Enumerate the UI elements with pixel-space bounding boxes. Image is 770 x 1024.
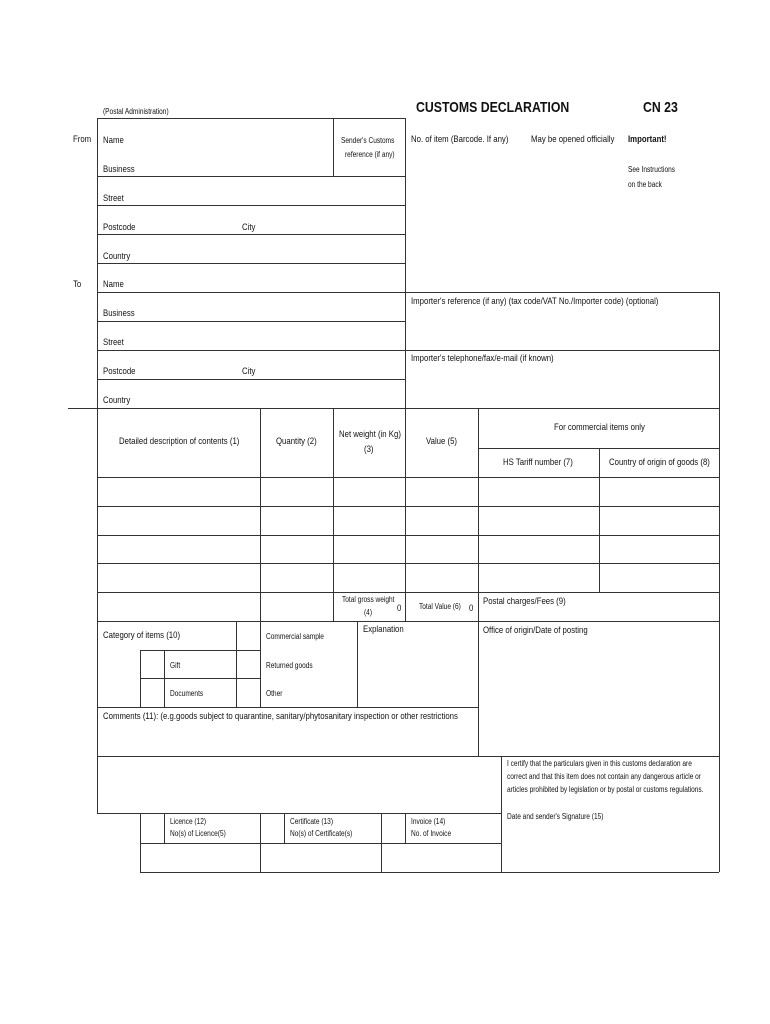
cat-col-3 (357, 621, 358, 707)
returned-goods-label: Returned goods (266, 661, 313, 670)
to-postcode-field[interactable]: Postcode (103, 366, 136, 377)
importer-reference-field[interactable]: Importer's reference (if any) (tax code/VAT No./Importer code) (optional) (411, 296, 659, 307)
commercial-sample-checkbox[interactable] (237, 622, 260, 650)
documents-checkbox[interactable] (141, 679, 164, 707)
docs-left-border-upper (97, 756, 98, 813)
licence-number-label: No(s) of Licence(5) (170, 829, 226, 838)
value-header: Value (5) (426, 436, 458, 447)
office-of-origin-field[interactable]: Office of origin/Date of posting (483, 625, 588, 636)
table-row[interactable] (98, 564, 260, 592)
certificate-label: Certificate (13) (290, 817, 334, 826)
documents-label: Documents (170, 689, 204, 698)
row-rule-5 (97, 592, 719, 593)
important-label: Important! (628, 134, 667, 145)
comments-bottom-rule (97, 756, 719, 757)
licence-checkbox-right (164, 813, 165, 843)
to-country-field[interactable]: Country (103, 395, 131, 406)
from-business-field[interactable]: Business (103, 164, 135, 175)
invoice-number-label: No. of Invoice (411, 829, 452, 838)
certificate-number-label: No(s) of Certificate(s) (290, 829, 353, 838)
invoice-checkbox[interactable] (382, 814, 405, 843)
senders-ref-label-2: reference (if any) (345, 150, 395, 159)
postal-charges-field[interactable]: Postal charges/Fees (9) (483, 596, 566, 607)
country-origin-header: Country of origin of goods (8) (609, 457, 710, 468)
signature-field[interactable]: Date and sender's Signature (15) (507, 812, 604, 821)
col-value-hs (478, 408, 479, 756)
explanation-field[interactable]: Explanation (363, 624, 404, 635)
item-number-label: No. of item (Barcode. If any) (411, 134, 509, 145)
total-value-label: Total Value (6) (419, 602, 461, 611)
licence-checkbox[interactable] (141, 814, 164, 843)
invoice-label: Invoice (14) (411, 817, 446, 826)
certify-left-border (501, 756, 502, 872)
to-label: To (73, 279, 82, 290)
postal-administration-label: (Postal Administration) (103, 107, 169, 116)
on-the-back-label: on the back (628, 180, 662, 189)
commercial-items-header: For commercial items only (554, 422, 645, 433)
address-right-border (405, 118, 406, 408)
importer-tel-top-rule (405, 350, 719, 351)
total-gross-weight-label: Total gross weight (342, 595, 395, 604)
commercial-subheader-rule (478, 448, 719, 449)
certify-line-2: correct and that this item does not contain any dangerous article or (507, 772, 701, 781)
to-line-3 (97, 379, 405, 380)
form-code: CN 23 (643, 99, 678, 116)
form-title: CUSTOMS DECLARATION (416, 99, 570, 116)
comments-top-rule (97, 707, 478, 708)
invoice-checkbox-right (405, 813, 406, 843)
header-rule (97, 118, 405, 119)
gift-label: Gift (170, 661, 181, 670)
docs-mid-rule (140, 843, 501, 844)
hs-tariff-header: HS Tariff number (7) (503, 457, 573, 468)
table-row[interactable] (98, 536, 260, 563)
to-city-field[interactable]: City (242, 366, 256, 377)
from-country-field[interactable]: Country (103, 251, 131, 262)
form-bottom-rule (140, 872, 719, 873)
from-label: From (73, 134, 92, 145)
col-weight-value (405, 408, 406, 621)
importer-telephone-field[interactable]: Importer's telephone/fax/e-mail (if known) (411, 353, 554, 364)
licence-label: Licence (12) (170, 817, 207, 826)
net-weight-header: Net weight (in Kg) (339, 429, 401, 440)
returned-goods-checkbox[interactable] (237, 651, 260, 678)
senders-ref-label-1: Sender's Customs (341, 136, 395, 145)
certificate-checkbox-right (284, 813, 285, 843)
certify-line-3: articles prohibited by legislation or by postal or customs regulations. (507, 785, 704, 794)
senders-ref-divider (333, 118, 334, 176)
to-line-0 (97, 292, 405, 293)
commercial-sample-label: Commercial sample (266, 632, 324, 641)
to-line-2 (97, 350, 405, 351)
col-hs-origin (599, 448, 600, 592)
from-line-2 (97, 205, 405, 206)
certify-line-1: I certify that the particulars given in this customs declaration are (507, 759, 692, 768)
to-line-1 (97, 321, 405, 322)
other-checkbox[interactable] (237, 679, 260, 707)
net-weight-header-num: (3) (364, 444, 374, 455)
other-label: Other (266, 689, 283, 698)
may-be-opened-label: May be opened officially (531, 134, 615, 145)
table-top-rule (68, 408, 719, 409)
col-desc-qty (260, 408, 261, 621)
description-header: Detailed description of contents (1) (119, 436, 240, 447)
from-line-4 (97, 263, 405, 264)
from-name-field[interactable]: Name (103, 135, 124, 146)
cat-col-2 (260, 621, 261, 707)
from-line-1 (97, 176, 405, 177)
to-name-field[interactable]: Name (103, 279, 124, 290)
total-gross-weight-num: (4) (364, 608, 373, 617)
quantity-header: Quantity (2) (276, 436, 317, 447)
gift-checkbox[interactable] (141, 651, 164, 678)
table-row[interactable] (98, 507, 260, 535)
from-street-field[interactable]: Street (103, 193, 124, 204)
total-gross-weight-value[interactable]: 0 (397, 603, 402, 614)
right-outer-border (719, 292, 720, 872)
totals-bottom-rule (97, 621, 719, 622)
table-row[interactable] (98, 478, 260, 506)
col-qty-weight (333, 408, 334, 621)
comments-field[interactable]: Comments (11): (e.g.goods subject to quarantine, sanitary/phytosanitary inspection or other restrictions (103, 711, 458, 722)
see-instructions-label: See Instructions (628, 165, 676, 174)
importer-ref-top-rule (405, 292, 719, 293)
to-street-field[interactable]: Street (103, 337, 124, 348)
to-business-field[interactable]: Business (103, 308, 135, 319)
total-value-value[interactable]: 0 (469, 603, 474, 614)
from-postcode-field[interactable]: Postcode (103, 222, 136, 233)
certificate-checkbox[interactable] (261, 814, 284, 843)
from-line-3 (97, 234, 405, 235)
from-city-field[interactable]: City (242, 222, 256, 233)
category-label: Category of items (10) (103, 630, 181, 641)
